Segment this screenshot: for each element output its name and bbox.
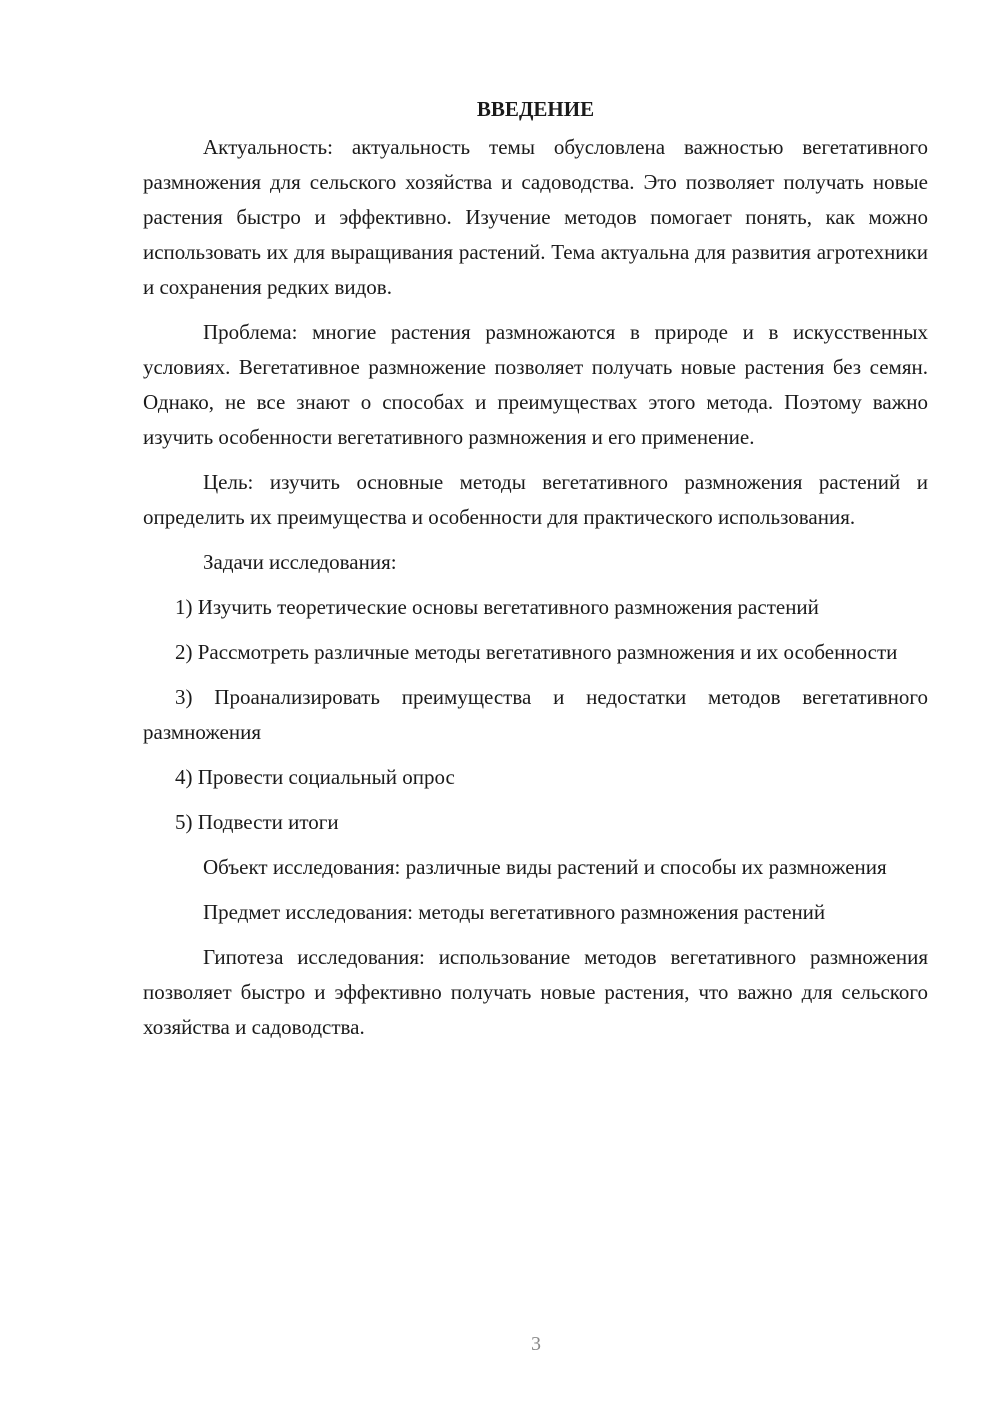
task-item-1: 1) Изучить теоретические основы вегетативного размножения растений [175,595,819,619]
paragraph-hypothesis: Гипотеза исследования: использование методов вегетативного размножения позволяет быстро и эффективно получать новые растения, что важно для сельского хозяйства и садоводства. [143,945,928,1039]
section-title: ВВЕДЕНИЕ [476,97,595,121]
task-item-4: 4) Провести социальный опрос [175,765,455,789]
task-item-3: 3) Проанализировать преимущества и недостатки методов вегетативного размножения [143,685,928,744]
page-number: 3 [531,1333,541,1355]
paragraph-relevance: Актуальность: актуальность темы обусловлена важностью вегетативного размножения для сельского хозяйства и садоводства. Это позволяет получать новые растения быстро и эффективно. Изучение методов помогает понять, как можно использовать их для выращивания растений. Тема актуальна для развития агротехники и сохранения редких видов. [143,135,928,299]
task-item-5: 5) Подвести итоги [175,810,339,834]
paragraph-object: Объект исследования: различные виды растений и способы их размножения [203,855,887,879]
paragraph-tasks-heading: Задачи исследования: [203,550,397,574]
task-item-2: 2) Рассмотреть различные методы вегетативного размножения и их особенности [175,640,898,664]
paragraph-subject: Предмет исследования: методы вегетативного размножения растений [203,900,826,924]
document-page [143,92,928,1055]
paragraph-problem: Проблема: многие растения размножаются в природе и в искусственных условиях. Вегетативное размножение позволяет получать новые растения без семян. Однако, не все знают о способах и преимуществах этого метода. Поэтому важно изучить особенности вегетативного размножения и его применение. [143,320,928,449]
paragraph-goal: Цель: изучить основные методы вегетативного размножения растений и определить их преимущества и особенности для практического использования. [143,470,928,529]
